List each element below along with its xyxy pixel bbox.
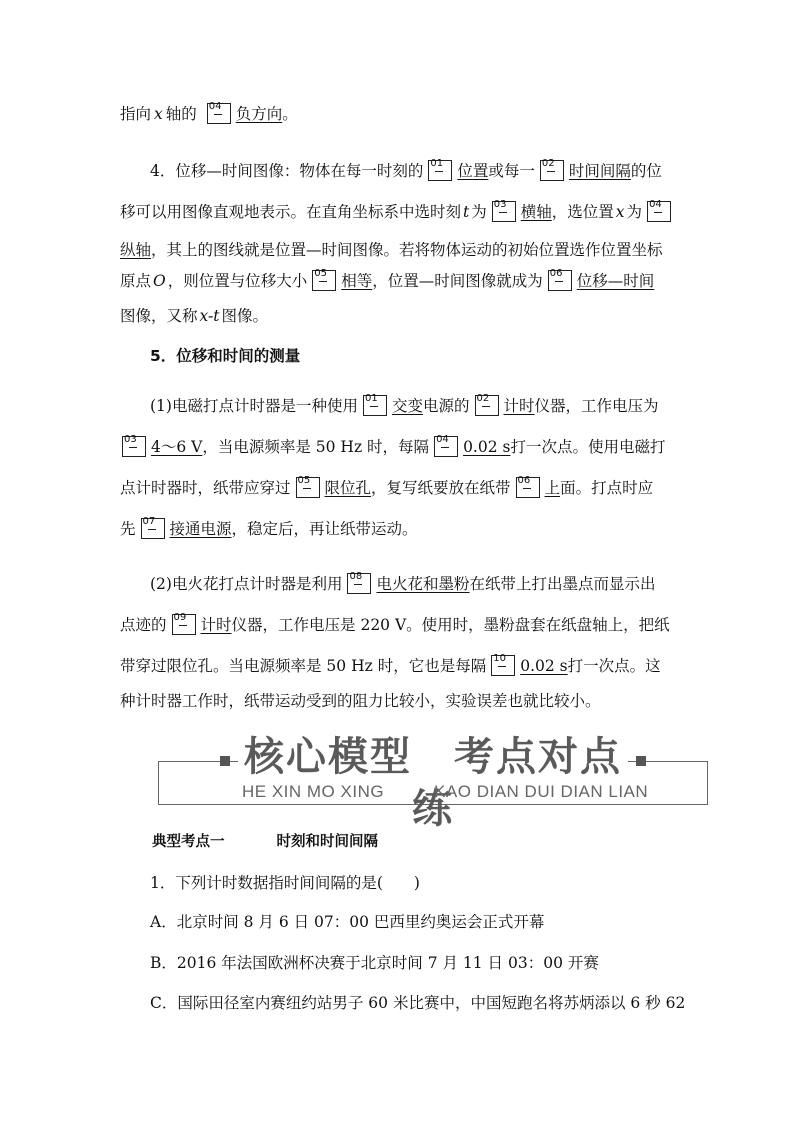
answer-blank-box: 10 bbox=[489, 655, 517, 679]
answer-blank-box: 08 bbox=[345, 573, 373, 597]
answer-blank-box: 04 bbox=[432, 436, 460, 460]
text-line: 种计时器工作时，纸带运动受到的阻力比较小，实验误差也就比较小。 bbox=[120, 692, 601, 710]
answer-blank-box: 02 bbox=[473, 395, 501, 419]
answer-blank-box: 01 bbox=[426, 160, 454, 184]
text-line: 移可以用图像直观地表示。在直角坐标系中选时刻 t 为 03 横轴，选位置 x 为 04 bbox=[120, 201, 676, 225]
answer-text: 限位孔 bbox=[324, 479, 372, 497]
text-line: (2)电火花打点计时器是利用 08 电火花和墨粉在纸带上打出墨点而显示出 bbox=[150, 573, 656, 597]
text: 轴的 bbox=[165, 105, 197, 123]
answer-text: 接通电源 bbox=[169, 520, 232, 538]
text-line: 图像，又称 x-t 图像。 bbox=[120, 307, 268, 325]
text-line: 点迹的 09 计时仪器，工作电压是 220 V。使用时，墨粉盘套在纸盘轴上，把纸 bbox=[120, 614, 670, 638]
banner-subtitle: HE XIN MO XING KAO DIAN DUI DIAN LIAN bbox=[242, 782, 649, 801]
answer-blank-box: 04 bbox=[645, 201, 673, 225]
answer-text: 位置 bbox=[457, 162, 489, 180]
answer-text: 纵轴 bbox=[120, 241, 152, 259]
answer-text: 横轴 bbox=[520, 203, 552, 221]
keypoint-heading bbox=[152, 831, 378, 853]
text-line: 原点 O ，则位置与位移大小 05 相等，位置—时间图像就成为 06 位移—时间 bbox=[120, 270, 654, 294]
answer-text: 上 bbox=[544, 479, 561, 497]
variable: x bbox=[154, 105, 163, 123]
banner-square-left bbox=[220, 756, 230, 766]
text-line: 带穿过限位孔。当电源频率是 50 Hz 时，它也是每隔 10 0.02 s打一次点。这 bbox=[120, 655, 661, 679]
text-line: 03 4～6 V，当电源频率是 50 Hz 时，每隔 04 0.02 s打一次点。使用电磁打 bbox=[120, 436, 665, 460]
answer-text: 相等 bbox=[341, 272, 373, 290]
keypoint-label: 典型考点一 bbox=[152, 834, 225, 850]
answer-text: 4～6 V bbox=[151, 438, 203, 456]
answer-text: 0.02 s bbox=[463, 438, 511, 456]
question-stem: 1．下列计时数据指时间间隔的是( ) bbox=[150, 874, 420, 892]
answer-blank-box: 05 bbox=[294, 477, 322, 501]
answer-blank-box: 01 bbox=[361, 395, 389, 419]
answer-blank-box: 06 bbox=[546, 270, 574, 294]
section-banner bbox=[158, 731, 708, 832]
answer-text: 计时 bbox=[200, 616, 232, 634]
text-line: 4．位移—时间图像：物体在每一时刻的 01 位置或每一 02 时间间隔的位 bbox=[150, 160, 662, 184]
answer-blank-box: 06 bbox=[514, 477, 542, 501]
banner-title: 核心模型 考点对点练 bbox=[238, 731, 628, 783]
blank-number: 04 bbox=[208, 101, 222, 112]
text: 指向 bbox=[120, 105, 152, 123]
keypoint-title: 时刻和时间间隔 bbox=[276, 834, 378, 850]
answer-blank-box: 03 bbox=[120, 436, 148, 460]
text-line: 指向 x 轴的 04 负方向。 bbox=[120, 103, 298, 127]
section-heading: 5．位移和时间的测量 bbox=[150, 347, 301, 365]
answer-blank-box: 07 bbox=[139, 518, 167, 542]
answer-blank-box: 03 bbox=[490, 201, 518, 225]
option-a: A．北京时间 8 月 6 日 07：00 巴西里约奥运会正式开幕 bbox=[150, 913, 545, 931]
answer-text: 0.02 s bbox=[520, 657, 568, 675]
answer-text: 位移—时间 bbox=[576, 272, 655, 290]
answer-blank-box bbox=[205, 103, 233, 127]
answer-text: 时间间隔 bbox=[568, 162, 631, 180]
text-line: 点计时器时，纸带应穿过 05 限位孔，复写纸要放在纸带 06 上面。打点时应 bbox=[120, 477, 653, 501]
answer-text: 计时 bbox=[503, 397, 535, 415]
answer-blank-box: 09 bbox=[170, 614, 198, 638]
answer-text: 交变 bbox=[391, 397, 423, 415]
text-line: 先 07 接通电源，稳定后，再让纸带运动。 bbox=[120, 518, 418, 542]
answer-blank-box: 05 bbox=[310, 270, 338, 294]
answer-blank-box: 02 bbox=[538, 160, 566, 184]
answer-text: 电火花和墨粉 bbox=[376, 575, 470, 593]
answer-text: 负方向 bbox=[235, 105, 283, 123]
text-line: 纵轴，其上的图线就是位置—时间图像。若将物体运动的初始位置选作位置坐标 bbox=[120, 241, 663, 259]
option-b: B．2016 年法国欧洲杯决赛于北京时间 7 月 11 日 03：00 开赛 bbox=[150, 954, 599, 972]
option-c: C．国际田径室内赛纽约站男子 60 米比赛中，中国短跑名将苏炳添以 6 秒 62 bbox=[150, 994, 686, 1012]
text-line: (1)电磁打点计时器是一种使用 01 交变电源的 02 计时仪器，工作电压为 bbox=[150, 395, 659, 419]
banner-square-right bbox=[636, 756, 646, 766]
